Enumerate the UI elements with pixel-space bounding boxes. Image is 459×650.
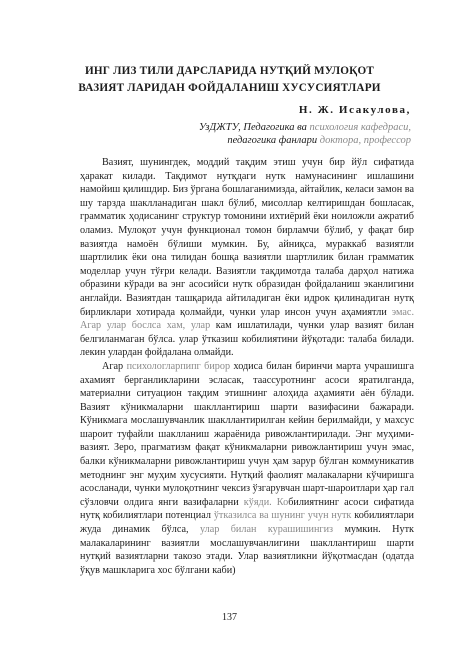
paragraph-2-text: Агар [102, 360, 127, 372]
paragraph-2-text-3: билиятнинг асоси сифатида нутқ кобилиятлари потенциал [80, 496, 415, 522]
paragraph-2-faint-text-4: улар билан курашишингиз [199, 524, 334, 536]
paragraph-1-faint-text: эмас. Агар улар бослса хам, улар [80, 306, 414, 332]
affiliation-part-1: УзДЖТУ, Педагогика ва [198, 122, 310, 133]
affiliation-part-4: доктора, профессор [319, 135, 411, 146]
author-name: Н. Ж. Исакулова, [298, 104, 411, 116]
title-line-2: ВАЗИЯТ ЛАРИДАН ФОЙДАЛАНИШ ХУСУСИЯТЛАРИ [78, 82, 381, 94]
paragraph-2-text-5: мумкин. Нутк малакаларининг вазиятли мослашувчанлигини шакллантириш шарти нутқий вазиятларни такозо этади. Улар вазиятликни йўқотмасдан (одатда ўқув машкларига хос бўлгани каби) [80, 524, 414, 576]
paragraph-2-faint-text-2: кўяди. Ко [243, 496, 289, 508]
paragraph-1 [80, 156, 414, 360]
paragraph-1-text: Вазият, шунингдек, моддий тақдим этиш учун бир йўл сифатида ҳаракат килади. Тақдимот нутқдаги нутк намунасининг ишлашини намойиш қилишдир. Биз ўрганa бошлаганимизда, айтайлик, келаси замон ва шу тарзда шакллaнадиган шакл бўлиб, мисоллар келтиришдан бошласак, грамматик ҳодисанинг структур томонини ихтиёрий ёки ноиложли ажратиб оламиз. Мулоқот учун функционал томон бирламчи бўлиб, у фақат бир вазиятда намоён бўлиши мумкин. Бу, айниқса, мураккаб вазиятли шартлилик ёки она тилидан бошқа вазиятли шартлилик билан грамматик моделлар учун тўғри келади. Вазиятли тақдимотда талаба дарҳол натижа образини кўради ва энг асосийси нутк образидан фойдаланиш эканлигини англайди. Вазиятдан ташқарида айтиладиган ёки идрок қилинадиган нутқ бирликлари хотирада қолмайди, чунки улар инсон учун аҳамиятли [80, 157, 414, 318]
article-title [40, 63, 419, 97]
affiliation-part-2: психология кафедраси, [309, 122, 411, 133]
paragraph-2-text-4: кобилиятлари жуда динамик бўлса, [80, 510, 415, 536]
paragraph-2 [80, 360, 414, 578]
author-affiliation [151, 121, 411, 147]
paragraph-2-faint-text: психологларпипг бирор [126, 360, 231, 372]
paragraph-2-faint-text-3: ўтказилса ва шунинг учун нутк [213, 510, 352, 522]
title-line-1: ИНГ ЛИЗ ТИЛИ ДАРСЛАРИДА НУТҚИЙ МУЛОҚОТ [84, 65, 375, 77]
affiliation-part-3: педагогика фанлари [227, 135, 320, 146]
page-number: 137 [222, 612, 237, 623]
paragraph-1-text-2: кам ишлатилади, чунки улар вазият билан белгиланмаган бўлса. улар ўтказиш кобилиятини йўқотади: талаба билади. лекин улардан фойдалана олмайди. [80, 320, 415, 359]
paragraph-2-text-2: ходиса билан биринчи марта учрашишга ахамият берганликларини эсласак, таассуротнинг асоси яратилганда, материални ситуацион тақдим этишнинг алоҳида аҳамияти аён бўлади. Вазият кўникмаларни шакллантириш шарти вазифасини бажаради. Кўникмага мослашувчанлик шакллантирилган кейин берилмайди, у махсус шароит туфайли шаклланиш жараёнида ривожлантирилади. Энг муҳими-вазият. Зеро, прагматизм фақат кўникмаларни ривожлантириш учун эмас, балки кўникмаларни ривожлантириш учун ҳам зарур бўлган коммуникатив методнинг энг муҳим хусусияти. Нутқий фаолият малакаларни кўчиришга асосланади, чунки мулоқотнинг чексиз ўзгарувчан шарт-шароитлари ҳар гал сўзловчи олдига янги вазифаларни [80, 360, 415, 508]
article-body [80, 156, 414, 577]
